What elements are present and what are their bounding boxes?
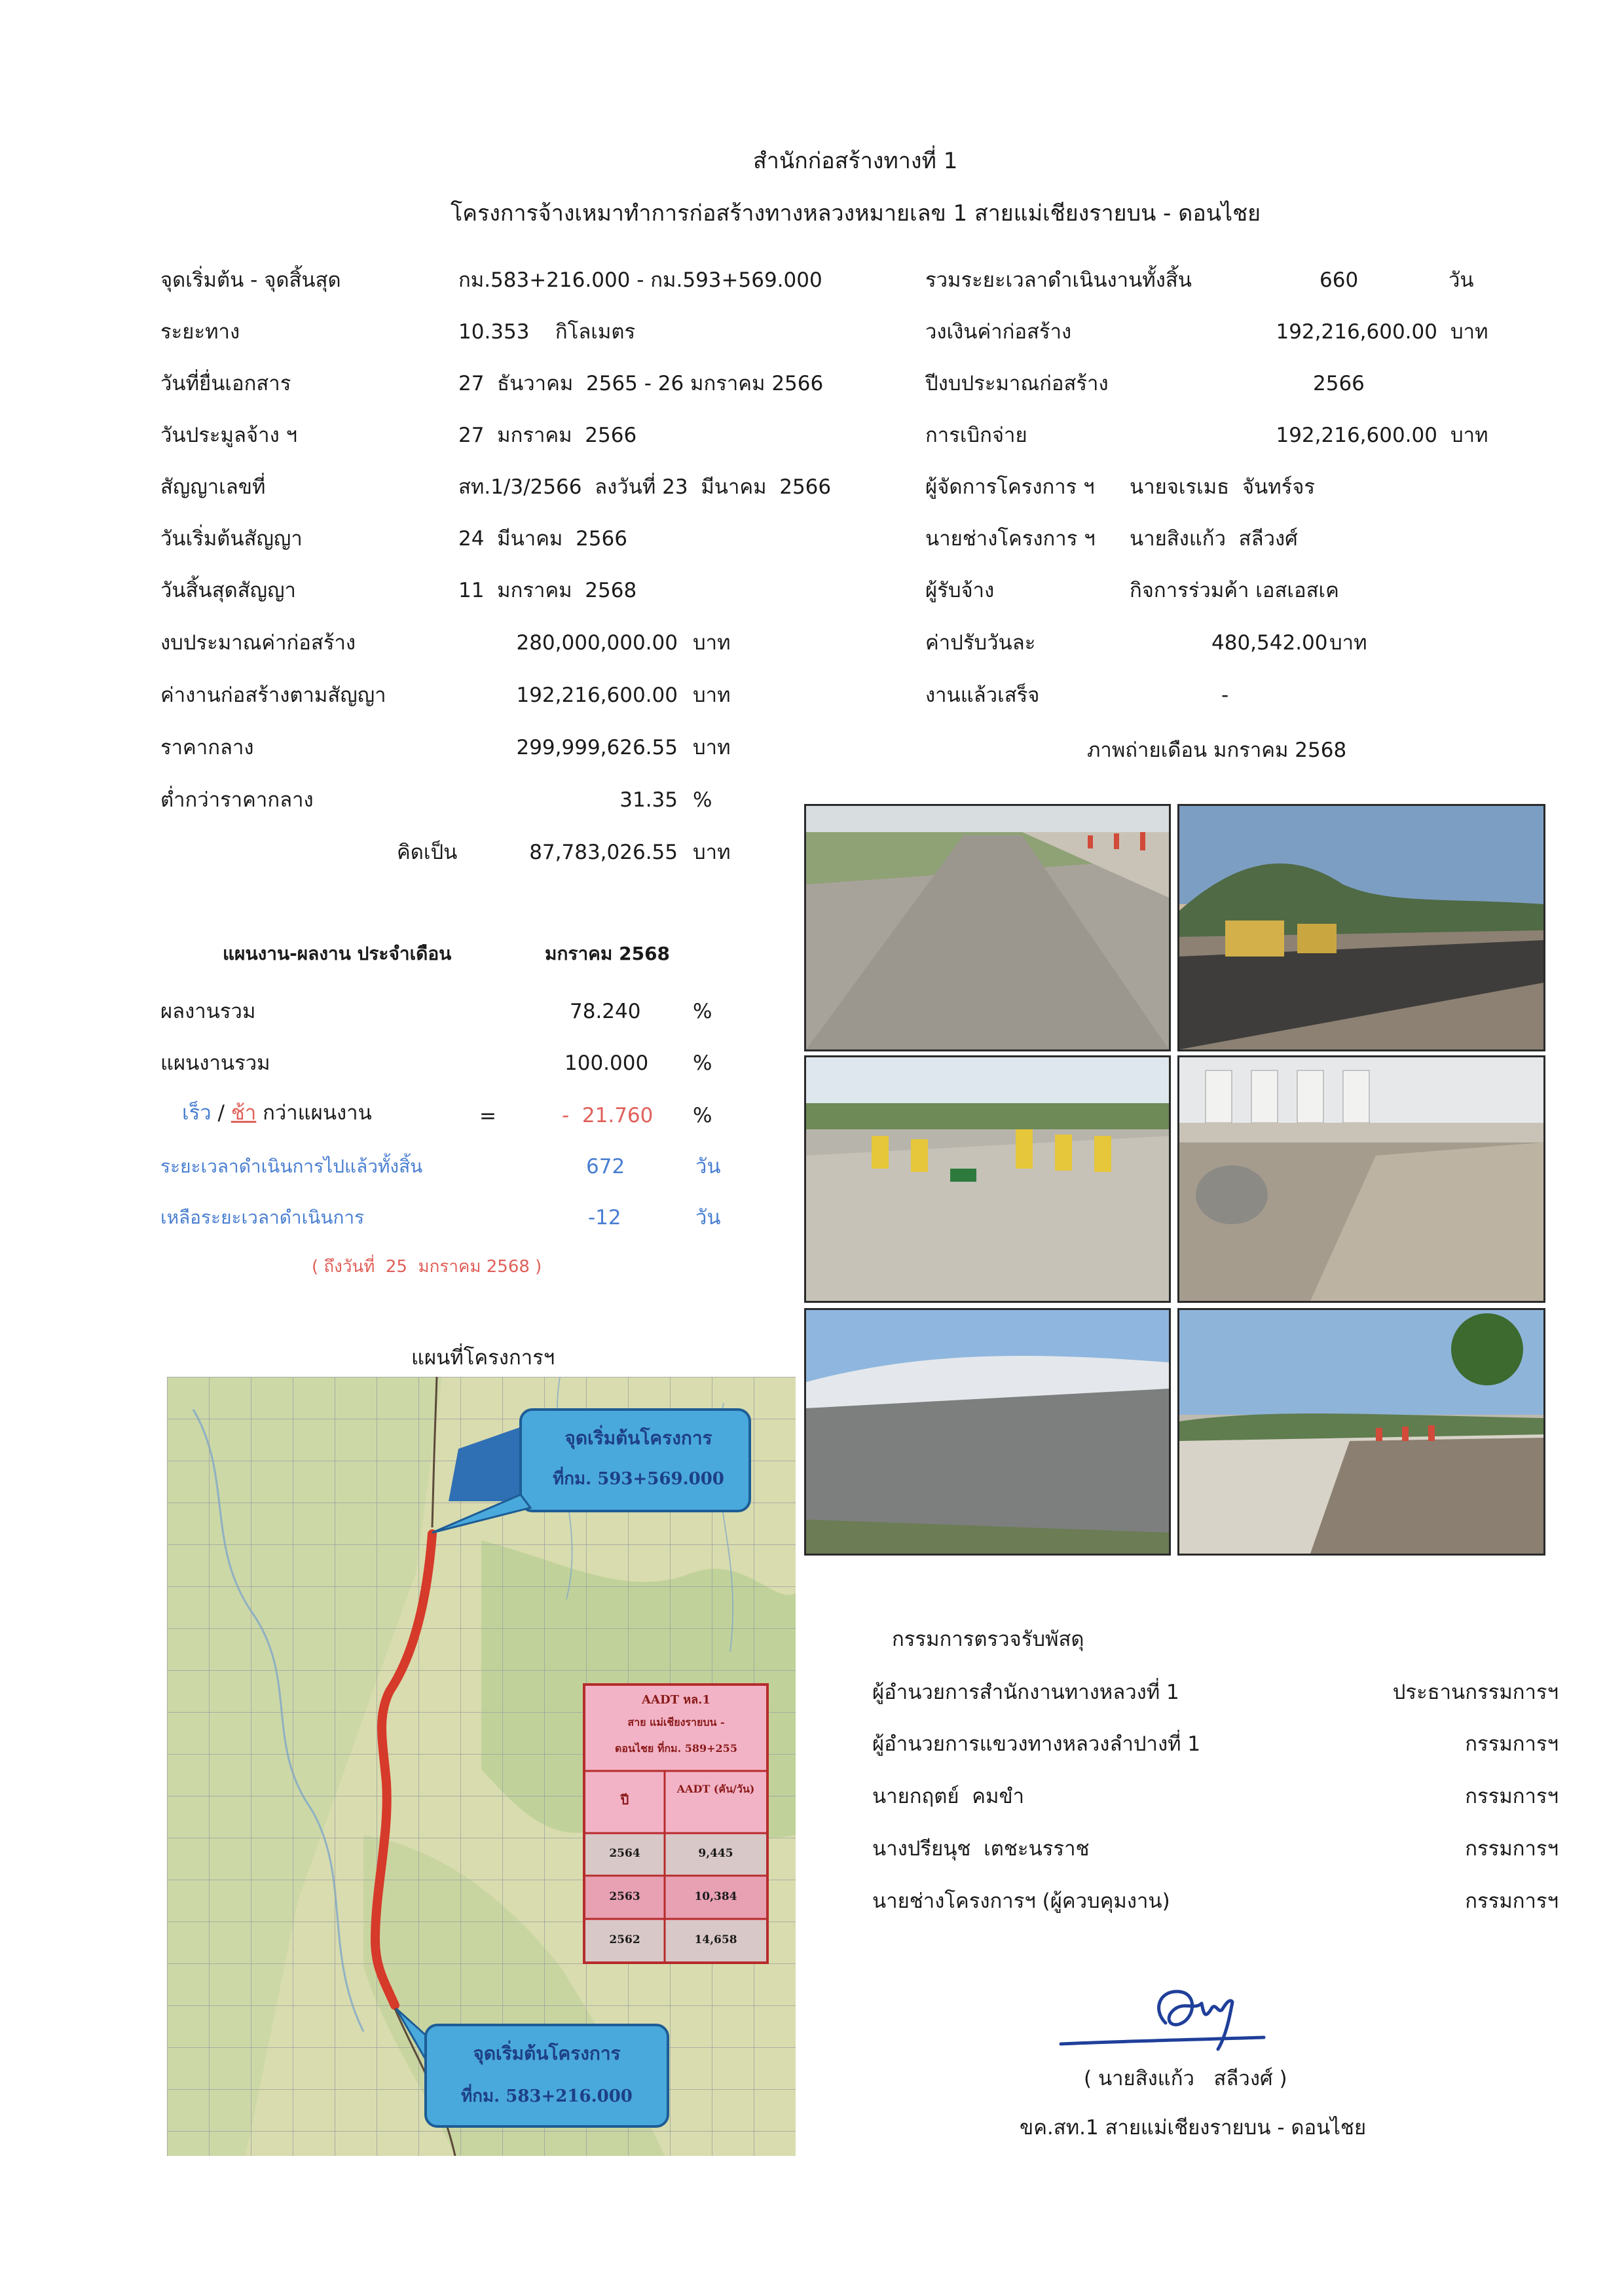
fine-unit: บาท bbox=[1329, 631, 1367, 655]
manager-label: ผู้จัดการโครงการ ฯ bbox=[925, 475, 1095, 499]
signature-mark bbox=[1054, 1984, 1270, 2056]
committee-title: กรรมการตรวจรับพัสดุ bbox=[892, 1628, 1084, 1651]
contract-amount-unit: บาท bbox=[1450, 320, 1488, 344]
committee-member-name: นายช่างโครงการฯ (ผู้ควบคุมงาน) bbox=[872, 1889, 1170, 1913]
as-of-date: ( ถึงวันที่ 25 มกราคม 2568 ) bbox=[312, 1257, 542, 1277]
start-point-label-2: ที่กม. 583+216.000 bbox=[461, 2086, 633, 2106]
distance-label: ระยะทาง bbox=[160, 320, 240, 344]
progress-heading: แผนงาน-ผลงาน ประจำเดือน bbox=[223, 943, 452, 964]
committee-member-role: กรรมการฯ bbox=[1465, 1785, 1559, 1808]
project-map bbox=[167, 1377, 796, 2156]
below-median-label: ต่ำกว่าราคากลาง bbox=[160, 788, 314, 812]
submit-date-value: 27 ธันวาคม 2565 - 26 มกราคม 2566 bbox=[458, 372, 824, 395]
planned-unit: % bbox=[693, 1051, 712, 1075]
contract-amount-label: วงเงินค่าก่อสร้าง bbox=[925, 320, 1072, 344]
photo-road-gravel bbox=[804, 804, 1171, 1051]
map-title: แผนที่โครงการฯ bbox=[411, 1346, 555, 1370]
elapsed-unit: วัน bbox=[695, 1155, 721, 1178]
submit-date-label: วันที่ยื่นเอกสาร bbox=[160, 372, 291, 395]
slash-text: / bbox=[211, 1101, 231, 1125]
aadt-title-1: AADT หล.1 bbox=[642, 1693, 710, 1707]
fine-value: 480,542.00 bbox=[1211, 631, 1328, 655]
photo-paving-machines bbox=[1177, 804, 1545, 1051]
equivalent-unit: บาท bbox=[693, 841, 731, 864]
total-time-label: รวมระยะเวลาดำเนินงานทั้งสิ้น bbox=[925, 268, 1192, 292]
remaining-label: เหลือระยะเวลาดำเนินการ bbox=[160, 1207, 365, 1228]
aadt-title-3: ดอนไชย ที่กม. 589+255 bbox=[615, 1742, 737, 1755]
start-end-value: กม.583+216.000 - กม.593+569.000 bbox=[458, 268, 822, 292]
bid-date-label: วันประมูลจ้าง ฯ bbox=[160, 424, 297, 447]
engineer-value: นายสิงแก้ว สลีวงศ์ bbox=[1130, 527, 1298, 551]
signatory-position: ขค.สท.1 สายแม่เชียงรายบน - ดอนไชย bbox=[1020, 2116, 1367, 2140]
fine-label: ค่าปรับวันละ bbox=[925, 631, 1036, 655]
photo-finished-road bbox=[1177, 1308, 1545, 1556]
photo-bridge-culvert bbox=[1177, 1055, 1545, 1303]
contractor-label: ผู้รับจ้าง bbox=[925, 579, 995, 602]
aadt-value-header: AADT (คัน/วัน) bbox=[676, 1783, 755, 1795]
contract-no-label: สัญญาเลขที่ bbox=[160, 475, 266, 499]
equals-sign: = bbox=[479, 1104, 496, 1128]
end-point-label-1: จุดเริ่มต้นโครงการ bbox=[564, 1427, 712, 1449]
contract-end-value: 11 มกราคม 2568 bbox=[458, 579, 637, 602]
schedule-diff-label bbox=[182, 1100, 372, 1126]
aadt-row-year: 2564 bbox=[609, 1847, 640, 1860]
committee-member-name: นางปรียนุช เตชะนรราช bbox=[872, 1837, 1090, 1861]
committee-member-role: ประธานกรรมการฯ bbox=[1392, 1681, 1559, 1704]
contract-start-label: วันเริ่มต้นสัญญา bbox=[160, 527, 303, 551]
manager-value: นายจเรเมธ จันทร์จร bbox=[1130, 475, 1316, 499]
aadt-row-year: 2563 bbox=[609, 1890, 640, 1903]
remaining-unit: วัน bbox=[695, 1206, 721, 1230]
bid-date-value: 27 มกราคม 2566 bbox=[458, 424, 637, 447]
remaining-value: -12 bbox=[588, 1206, 621, 1230]
budget-unit: บาท bbox=[693, 631, 731, 655]
disbursement-value: 192,216,600.00 bbox=[1276, 424, 1437, 447]
committee-member-name: นายกฤตย์ คมขำ bbox=[872, 1785, 1025, 1808]
progress-month: มกราคม 2568 bbox=[545, 943, 671, 964]
engineer-label: นายช่างโครงการ ฯ bbox=[925, 527, 1096, 551]
total-time-value: 660 bbox=[1320, 268, 1359, 292]
aadt-row-value: 9,445 bbox=[698, 1847, 733, 1860]
committee-member-name: ผู้อำนวยการสำนักงานทางหลวงที่ 1 bbox=[872, 1681, 1179, 1704]
committee-member-name: ผู้อำนวยการแขวงทางหลวงลำปางที่ 1 bbox=[872, 1732, 1201, 1756]
disbursement-unit: บาท bbox=[1450, 424, 1488, 447]
start-end-label: จุดเริ่มต้น - จุดสิ้นสุด bbox=[160, 268, 341, 292]
fiscal-year-label: ปีงบประมาณก่อสร้าง bbox=[925, 372, 1109, 395]
aadt-row-year: 2562 bbox=[609, 1933, 640, 1946]
below-median-unit: % bbox=[693, 788, 712, 812]
fast-text: เร็ว bbox=[182, 1101, 212, 1125]
distance-value: 10.353 กิโลเมตร bbox=[458, 320, 636, 344]
actual-value: 78.240 bbox=[570, 1000, 641, 1023]
aadt-row-value: 14,658 bbox=[694, 1933, 737, 1946]
completed-label: งานแล้วเสร็จ bbox=[925, 683, 1040, 707]
total-time-unit: วัน bbox=[1449, 268, 1474, 292]
budget-value: 280,000,000.00 bbox=[516, 631, 678, 655]
aadt-year-header: ปี bbox=[620, 1792, 629, 1808]
equivalent-value: 87,783,026.55 bbox=[529, 841, 678, 864]
elapsed-value: 672 bbox=[586, 1155, 625, 1178]
contract-start-value: 24 มีนาคม 2566 bbox=[458, 527, 627, 551]
contract-price-value: 192,216,600.00 bbox=[516, 683, 678, 707]
diff-unit: % bbox=[693, 1104, 712, 1127]
signatory-name: ( นายสิงแก้ว สลีวงศ์ ) bbox=[1084, 2067, 1287, 2090]
aadt-row-value: 10,384 bbox=[694, 1890, 737, 1903]
median-price-label: ราคากลาง bbox=[160, 736, 254, 759]
fiscal-year-value: 2566 bbox=[1313, 372, 1365, 395]
planned-label: แผนงานรวม bbox=[160, 1051, 270, 1075]
committee-member-role: กรรมการฯ bbox=[1465, 1837, 1559, 1861]
committee-member-role: กรรมการฯ bbox=[1465, 1889, 1559, 1913]
disbursement-label: การเบิกจ่าย bbox=[925, 424, 1027, 447]
completed-value: - bbox=[1221, 683, 1229, 707]
aadt-title-2: สาย แม่เชียงรายบน - bbox=[627, 1716, 725, 1728]
photo-caption: ภาพถ่ายเดือน มกราคม 2568 bbox=[1087, 738, 1347, 762]
actual-unit: % bbox=[693, 1000, 712, 1023]
median-price-value: 299,999,626.55 bbox=[516, 736, 678, 759]
committee-member-role: กรรมการฯ bbox=[1465, 1732, 1559, 1756]
project-title: โครงการจ้างเหมาทำการก่อสร้างทางหลวงหมายเลข 1 สายแม่เชียงรายบน - ดอนไชย bbox=[451, 200, 1261, 227]
photo-concrete-workers bbox=[804, 1055, 1171, 1303]
than-plan-text: กว่าแผนงาน bbox=[256, 1101, 372, 1125]
start-point-label-1: จุดเริ่มต้นโครงการ bbox=[473, 2043, 621, 2064]
contract-price-label: ค่างานก่อสร้างตามสัญญา bbox=[160, 683, 386, 707]
planned-value: 100.000 bbox=[564, 1051, 649, 1075]
median-price-unit: บาท bbox=[693, 736, 731, 759]
budget-label: งบประมาณค่าก่อสร้าง bbox=[160, 631, 356, 655]
contract-end-label: วันสิ้นสุดสัญญา bbox=[160, 579, 296, 602]
office-title: สำนักก่อสร้างทางที่ 1 bbox=[753, 148, 958, 174]
elapsed-label: ระยะเวลาดำเนินการไปแล้วทั้งสิ้น bbox=[160, 1156, 423, 1177]
diff-value: - 21.760 bbox=[562, 1104, 654, 1127]
contractor-value: กิจการร่วมค้า เอสเอสเค bbox=[1130, 579, 1339, 602]
contract-price-unit: บาท bbox=[693, 683, 731, 707]
contract-no-value: สท.1/3/2566 ลงวันที่ 23 มีนาคม 2566 bbox=[458, 475, 832, 499]
photo-retaining-wall bbox=[804, 1308, 1171, 1556]
equivalent-label: คิดเป็น bbox=[397, 841, 458, 864]
end-point-label-2: ที่กม. 593+569.000 bbox=[553, 1469, 724, 1489]
slow-text: ช้า bbox=[231, 1101, 257, 1125]
contract-amount-value: 192,216,600.00 bbox=[1276, 320, 1437, 344]
actual-label: ผลงานรวม bbox=[160, 1000, 256, 1023]
below-median-value: 31.35 bbox=[619, 788, 678, 812]
